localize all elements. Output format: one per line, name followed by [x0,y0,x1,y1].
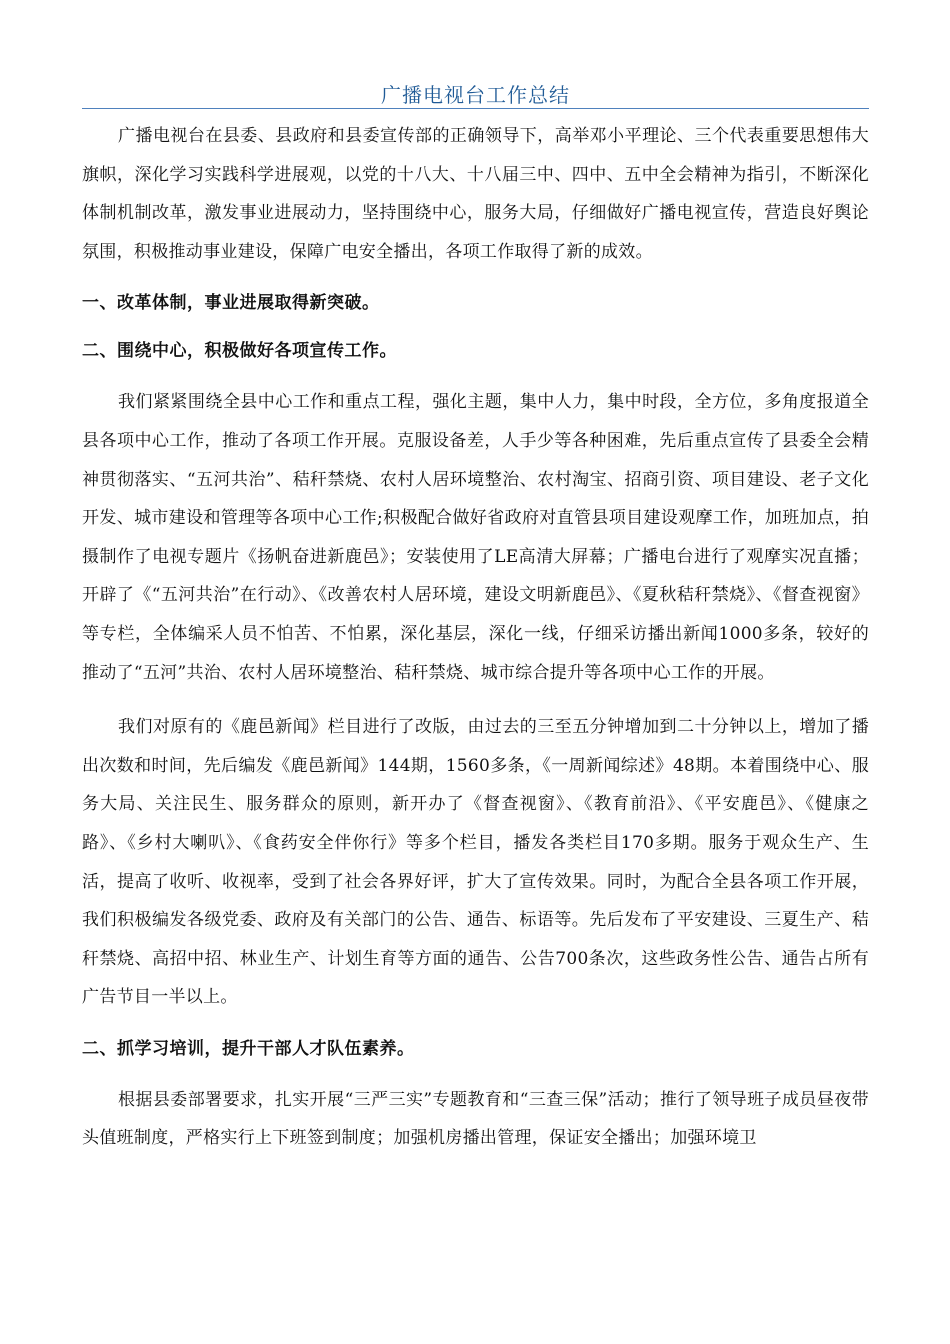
section-heading-reform: 一、改革体制，事业进展取得新突破。 [82,293,380,314]
publicity-paragraph-2: 我们对原有的《鹿邑新闻》栏目进行了改版，由过去的三至五分钟增加到二十分钟以上，增加了播出次数和时间，先后编发《鹿邑新闻》144期，1560多条，《一周新闻综述》48期。本着围绕中心、服务大局、关注民生、服务群众的原则，新开办了《督查视窗》、《教育前沿》、《平安鹿邑》、《健康之路》、《乡村大喇叭》、《食药安全伴你行》等多个栏目，播发各类栏目170多期。服务于观众生产、生活，提高了收听、收视率，受到了社会各界好评，扩大了宣传效果。同时，为配合全县各项工作开展，我们积极编发各级党委、政府及有关部门的公告、通告、标语等。先后发布了平安建设、三夏生产、秸秆禁烧、高招中招、林业生产、计划生育等方面的通告、公告700条次，这些政务性公告、通告占所有广告节目一半以上。 [82,717,869,1008]
document-body [82,117,869,1174]
document-title: 广播电视台工作总结 [381,83,570,107]
publicity-paragraph-1: 我们紧紧围绕全县中心工作和重点工程，强化主题，集中人力，集中时段，全方位，多角度报道全县各项中心工作，推动了各项工作开展。克服设备差，人手少等各种困难，先后重点宣传了县委全会精神贯彻落实、“五河共治”、秸秆禁烧、农村人居环境整治、农村淘宝、招商引资、项目建设、老子文化开发、城市建设和管理等各项中心工作;积极配合做好省政府对直管县项目建设观摩工作，加班加点，拍摄制作了电视专题片《扬帆奋进新鹿邑》；安装使用了LE高清大屏幕；广播电台进行了观摩实况直播；开辟了《“五河共治”在行动》、《改善农村人居环境，建设文明新鹿邑》、《夏秋秸秆禁烧》、《督查视窗》等专栏，全体编采人员不怕苦、不怕累，深化基层，深化一线，仔细采访播出新闻1000多条，较好的推动了“五河”共治、农村人居环境整治、秸秆禁烧、城市综合提升等各项中心工作的开展。 [82,392,869,683]
section-heading-publicity: 二、围绕中心，积极做好各项宣传工作。 [82,341,397,362]
intro-paragraph: 广播电视台在县委、县政府和县委宣传部的正确领导下，高举邓小平理论、三个代表重要思想伟大旗帜，深化学习实践科学进展观，以党的十八大、十八届三中、四中、五中全会精神为指引，不断深化体制机制改革，激发事业进展动力，坚持围绕中心，服务大局，仔细做好广播电视宣传，营造良好舆论氛围，积极推动事业建设，保障广电安全播出，各项工作取得了新的成效。 [82,126,869,262]
training-paragraph: 根据县委部署要求，扎实开展“三严三实”专题教育和“三查三保”活动；推行了领导班子成员昼夜带头值班制度，严格实行上下班签到制度；加强机房播出管理，保证安全播出；加强环境卫 [82,1089,869,1149]
title-underline [82,108,869,109]
section-heading-training: 二、抓学习培训，提升干部人才队伍素养。 [82,1038,415,1059]
